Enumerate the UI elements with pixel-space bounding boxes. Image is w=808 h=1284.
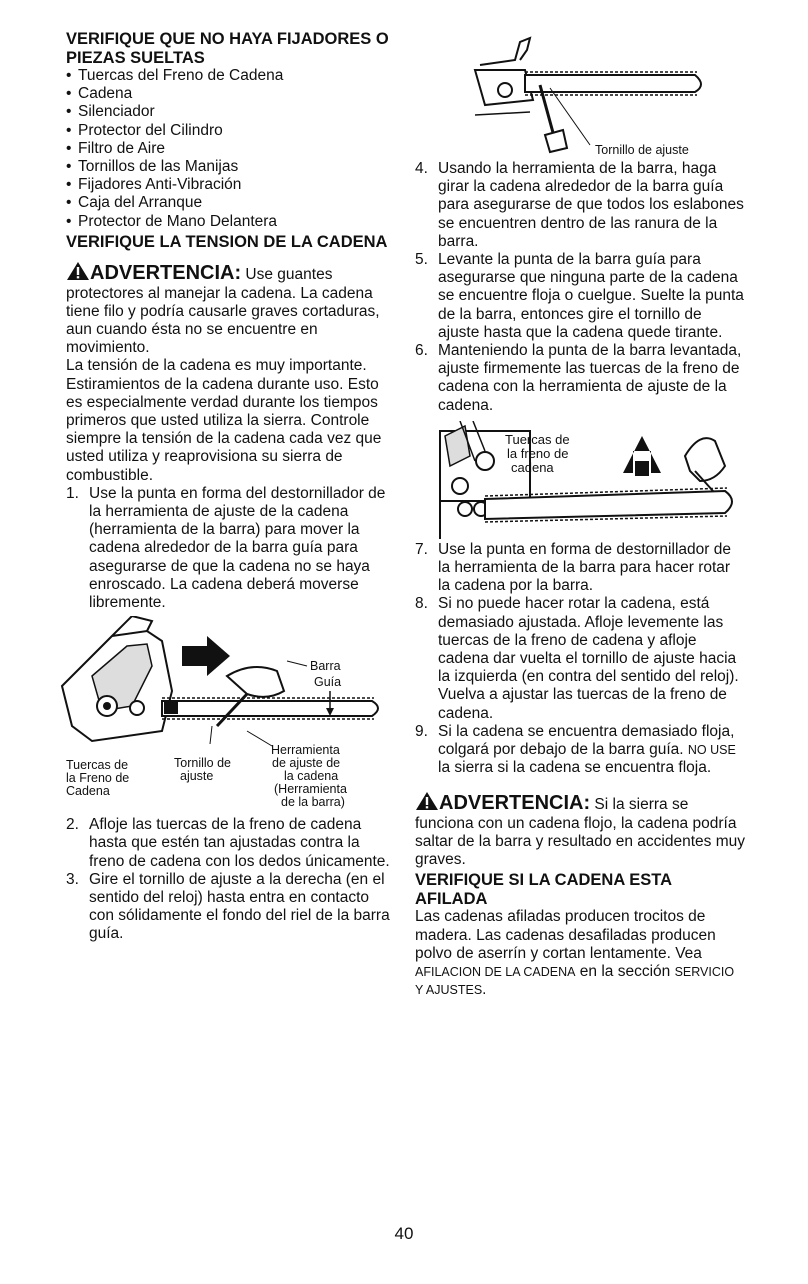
step-text: Gire el tornillo de ajuste a la derecha (en el sentido del reloj) hasta entra en contacto con sólidamente el fondo del riel de la barra guía.: [89, 870, 390, 943]
label-guia: Guía: [314, 675, 342, 690]
sharpness-paragraph: [415, 908, 745, 999]
label-herramienta-2: de ajuste de: [272, 756, 341, 771]
step-number: 6.: [415, 342, 428, 360]
steps-list-continued: [66, 816, 396, 943]
step-7: [415, 541, 745, 596]
warning-gloves: [66, 261, 396, 357]
label-tuercas-freno-2: la freno de: [507, 445, 569, 461]
left-column: [66, 30, 396, 944]
list-item: • Caja del Arranque: [66, 194, 396, 212]
list-item: • Tornillos de las Manijas: [66, 158, 396, 176]
label-herramienta-3: la cadena: [284, 769, 339, 784]
brake-nuts-figure: [415, 421, 745, 541]
heading-loose-parts: VERIFIQUE QUE NO HAYA FIJADORES O PIEZAS SUELTAS: [66, 30, 389, 67]
sharpness-text-a: Las cadenas afiladas producen trocitos de madera. Las cadenas desafiladas producen polvo de aserrín y cortan lentamente. Vea: [415, 908, 716, 962]
steps-list: [66, 485, 396, 612]
step-text: Use la punta en forma del destornillador de la herramienta de ajuste de la cadena (herramienta de la barra) para mover la cadena alrededor de la barra guía para asegurarse de que la cadena no se haya enroscado. La cadena deberá moverse libremente.: [89, 484, 386, 611]
warning-label: ADVERTENCIA:: [439, 792, 591, 815]
list-item: • Protector del Cilindro: [66, 122, 396, 140]
step-8: [415, 595, 745, 722]
step-2: [66, 816, 396, 871]
warning-loose-chain: [415, 791, 745, 869]
step-3: [66, 871, 396, 944]
label-tuercas-1: Tuercas de: [66, 758, 129, 773]
right-column: [415, 30, 745, 999]
step-5: [415, 251, 745, 342]
step-number: 2.: [66, 816, 79, 834]
label-tornillo-1: Tornillo de: [174, 756, 231, 771]
step-9: [415, 723, 745, 778]
warning-text: Si la sierra se funciona con un cadena flojo, la cadena podría saltar de la barra y resultado en accidentes muy graves.: [415, 796, 745, 869]
chainsaw-tool-figure: [52, 616, 392, 816]
step-4: [415, 160, 745, 251]
step-number: 8.: [415, 595, 428, 613]
steps-list-right-continued: [415, 541, 745, 778]
label-tuercas-freno-3: cadena: [511, 459, 554, 475]
label-tuercas-3: Cadena: [66, 784, 110, 799]
label-tornillo-ajuste: Tornillo de ajuste: [595, 143, 689, 157]
warning-triangle-icon: [66, 261, 90, 281]
step-text-emphasis: NO USE: [687, 743, 736, 758]
link-afilacion: AFILACION DE LA CADENA: [415, 964, 576, 979]
step-1: [66, 485, 396, 612]
heading-chain-sharp: VERIFIQUE SI LA CADENA ESTA AFILADA: [415, 871, 672, 908]
label-herramienta-5: de la barra): [281, 795, 345, 810]
step-text: Use la punta en forma de destornillador de la herramienta de la barra para hacer rotar la cadena por la barra.: [438, 540, 731, 595]
list-item: • Fijadores Anti-Vibración: [66, 176, 396, 194]
warning-triangle-icon: [415, 791, 439, 811]
label-tuercas-2: la Freno de: [66, 771, 130, 786]
step-6: [415, 342, 745, 415]
step-text: Si no puede hacer rotar la cadena, está demasiado ajustada. Afloje levemente las tuercas de la freno de cadena y afloje cadena dar vuelta el tornillo de ajuste hacia la izquierda (en contra del sentido del reloj). Vuelva a ajustar las tuercas de la freno de cadena.: [438, 595, 739, 722]
page-number: 40: [394, 1224, 414, 1243]
step-number: 1.: [66, 484, 79, 502]
step-text: Manteniendo la punta de la barra levantada, ajuste firmemente las tuercas de la freno de cadena con la herramienta de ajuste de la cadena.: [438, 342, 742, 414]
step-text: Levante la punta de la barra guía para asegurarse que ninguna parte de la cadena se encuentre floja o cuelgue. Suelte la punta de la barra, entonces gire el tornillo de ajuste hasta que la cadena quede tirante.: [438, 251, 744, 341]
step-text-a: Si la cadena se encuentra demasiado floja, colgará por debajo de la barra guía.: [438, 722, 735, 759]
parts-list: [66, 67, 396, 231]
step-number: 9.: [415, 722, 428, 740]
step-text: Afloje las tuercas de la freno de cadena hasta que estén tan ajustadas contra la freno de cadena con los dedos únicamente.: [89, 816, 390, 870]
list-item: • Cadena: [66, 85, 396, 103]
step-text: Usando la herramienta de la barra, haga girar la cadena alrededor de la barra guía para asegurarse de que todos los eslabones se encuentren dentro de las ranura de la barra.: [438, 160, 744, 250]
label-tornillo-2: ajuste: [180, 769, 214, 784]
list-item: • Filtro de Aire: [66, 140, 396, 158]
brake-nuts-illustration: [415, 421, 745, 541]
heading-chain-tension: VERIFIQUE LA TENSION DE LA CADENA: [66, 232, 388, 251]
list-item: • Protector de Mano Delantera: [66, 213, 396, 231]
label-herramienta-4: (Herramienta: [274, 782, 347, 797]
step-number: 7.: [415, 540, 428, 558]
step-number: 4.: [415, 160, 428, 177]
adjust-screw-figure: [415, 30, 745, 160]
warning-text: Use guantes protectores al manejar la cadena. La cadena tiene filo y podría causarle graves cortaduras, aun cuando ésta no se encuentre en movimiento.: [66, 266, 380, 357]
label-tuercas-freno-1: Tuercas de: [505, 431, 570, 447]
list-item: • Tuercas del Freno de Cadena: [66, 67, 396, 85]
link-servicio: SERVICIO Y AJUSTES: [415, 964, 735, 998]
step-number: 3.: [66, 870, 79, 888]
sharpness-text-e: .: [482, 981, 487, 999]
step-text-c: la sierra si la cadena se encuentra floja.: [438, 759, 712, 777]
warning-label: ADVERTENCIA:: [90, 262, 242, 285]
sharpness-text-c: en la sección: [575, 962, 675, 980]
bar-adjust-illustration: [415, 30, 745, 160]
steps-list-right: [415, 160, 745, 415]
label-herramienta-1: Herramienta: [271, 743, 340, 758]
list-item: • Silenciador: [66, 103, 396, 121]
step-number: 5.: [415, 251, 428, 269]
tension-paragraph: La tensión de la cadena es muy importante. Estiramientos de la cadena durante uso. Esto es especialmente verdad durante los tiempos primeros que usted utiliza la sierra. Controle siempre la tensión de la cadena cada vez que usted utiliza y reaprovisiona su sierra de combustible.: [66, 357, 382, 484]
label-barra: Barra: [310, 659, 341, 674]
